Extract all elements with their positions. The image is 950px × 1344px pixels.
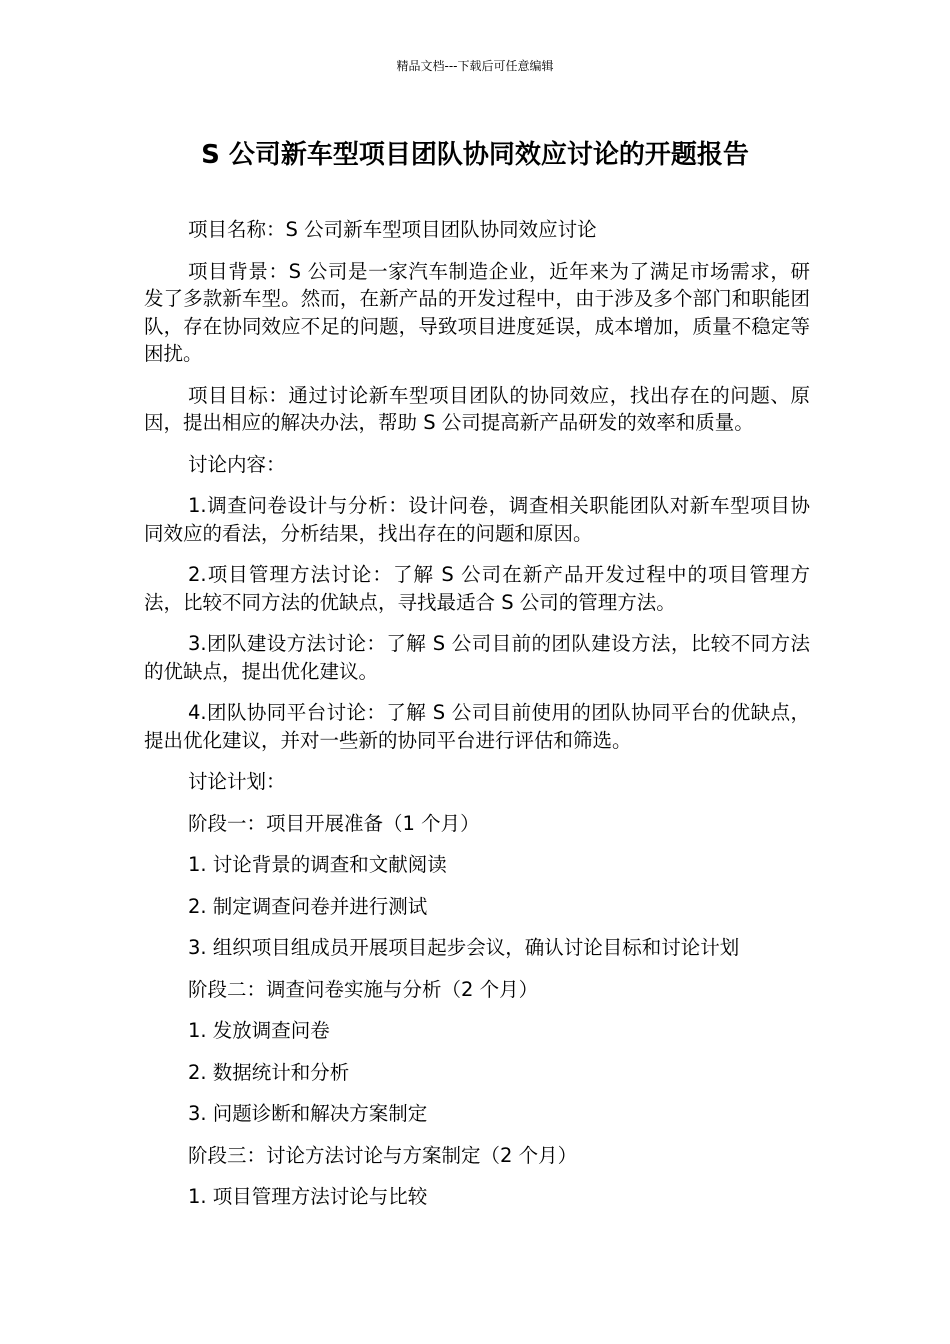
paragraph-stage-2-item-2: 2. 数据统计和分析: [188, 1060, 350, 1084]
paragraph-stage-1-item-1: 1. 讨论背景的调查和文献阅读: [188, 853, 447, 876]
paragraph-project-goal: 项目目标：通过讨论新车型项目团队的协同效应，找出存在的问题、原因，提出相应的解决办法，帮助 S 公司提高新产品研发的效率和质量。: [144, 383, 810, 434]
paragraph-content-heading: 讨论内容：: [188, 452, 286, 476]
paragraph-content-item-3: 3.团队建设方法讨论：了解 S 公司目前的团队建设方法，比较不同方法的优缺点，提出优化建议。: [144, 632, 810, 683]
paragraph-stage-2-item-3: 3. 问题诊断和解决方案制定: [188, 1102, 428, 1125]
paragraph-stage-1-item-3: 3. 组织项目组成员开展项目起步会议，确认讨论目标和讨论计划: [188, 936, 740, 959]
paragraph-project-background: 项目背景：S 公司是一家汽车制造企业，近年来为了满足市场需求，研发了多款新车型。然而，在新产品的开发过程中，由于涉及多个部门和职能团队，存在协同效应不足的问题，导致项目进度延误，成本增加，质量不稳定等困扰。: [144, 259, 810, 365]
paragraph-stage-1: 阶段一：项目开展准备（1 个月）: [188, 811, 480, 835]
paragraph-stage-2-item-1: 1. 发放调查问卷: [188, 1019, 330, 1042]
document-title: S 公司新车型项目团队协同效应讨论的开题报告: [201, 140, 749, 170]
page-header: 精品文档---下载后可任意编辑: [396, 59, 554, 73]
paragraph-content-item-2: 2.项目管理方法讨论：了解 S 公司在新产品开发过程中的项目管理方法，比较不同方法的优缺点，寻找最适合 S 公司的管理方法。: [144, 563, 810, 614]
paragraph-stage-2: 阶段二：调查问卷实施与分析（2 个月）: [188, 977, 539, 1001]
paragraph-content-item-1: 1.调查问卷设计与分析：设计问卷，调查相关职能团队对新车型项目协同效应的看法，分析结果，找出存在的问题和原因。: [144, 494, 810, 545]
paragraph-stage-3-item-1: 1. 项目管理方法讨论与比较: [188, 1185, 428, 1208]
paragraph-stage-1-item-2: 2. 制定调查问卷并进行测试: [188, 894, 428, 918]
paragraph-plan-heading: 讨论计划：: [188, 770, 286, 793]
paragraph-content-item-4: 4.团队协同平台讨论：了解 S 公司目前使用的团队协同平台的优缺点，提出优化建议，并对一些新的协同平台进行评估和筛选。: [144, 701, 810, 752]
paragraph-stage-3: 阶段三：讨论方法讨论与方案制定（2 个月）: [188, 1143, 578, 1167]
paragraph-project-name: 项目名称：S 公司新车型项目团队协同效应讨论: [188, 218, 597, 241]
document-body: [144, 216, 810, 1225]
